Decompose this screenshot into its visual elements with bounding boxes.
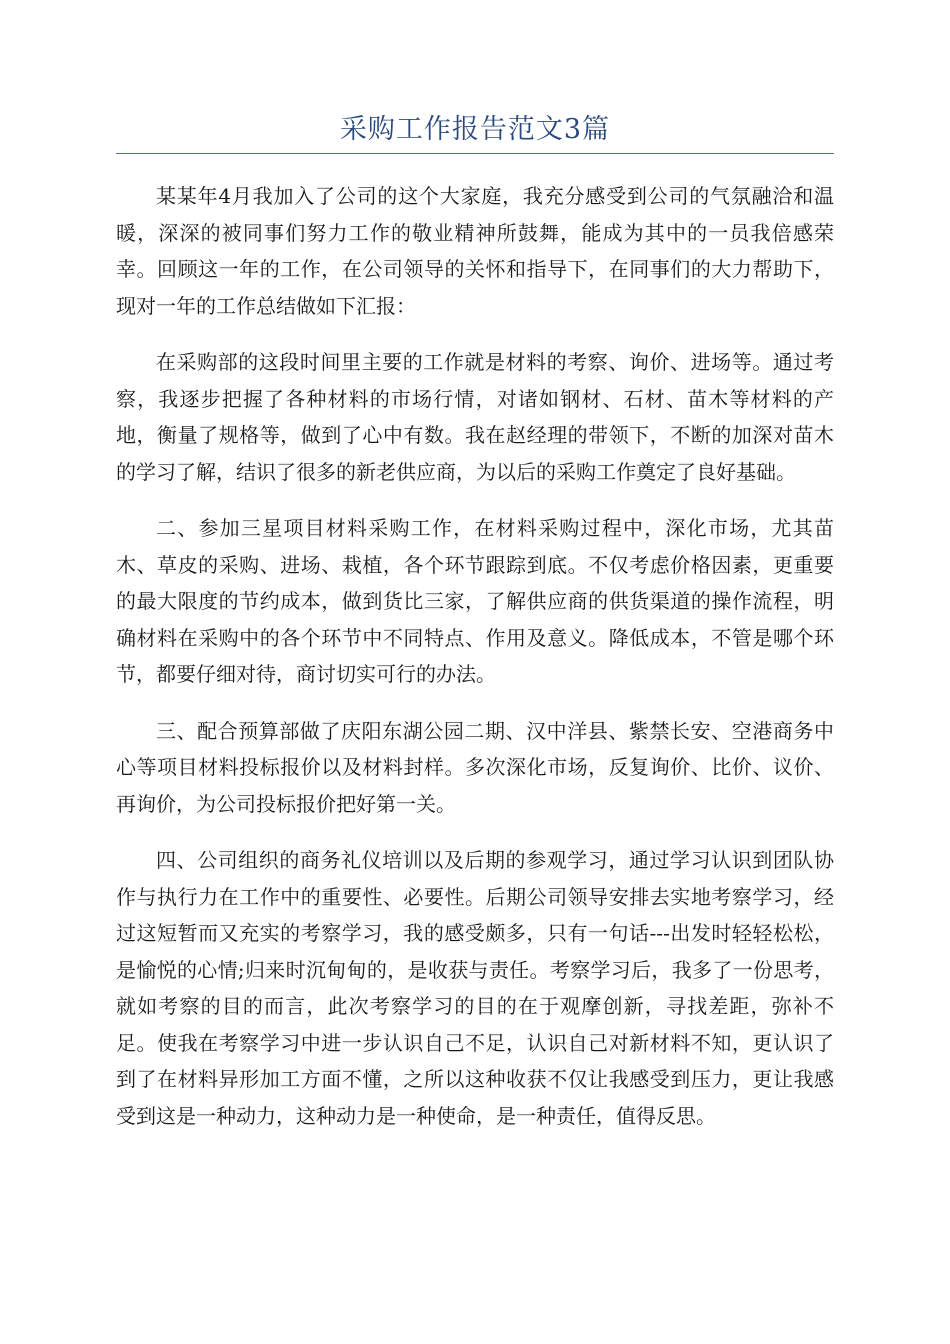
title-underline: [116, 153, 834, 154]
paragraph-section-four: 四、公司组织的商务礼仪培训以及后期的参观学习，通过学习认识到团队协作与执行力在工作中的重要性、必要性。后期公司领导安排去实地考察学习，经过这短暂而又充实的考察学习，我的感受颇多，只有一句话---出发时轻轻松松，是愉悦的心情;归来时沉甸甸的，是收获与责任。考察学习后，我多了一份思考，就如考察的目的而言，此次考察学习的目的在于观摩创新，寻找差距，弥补不足。使我在考察学习中进一步认识自己不足，认识自己对新材料不知，更认识了到了在材料异形加工方面不懂，之所以这种收获不仅让我感受到压力，更让我感受到这是一种动力，这种动力是一种使命，是一种责任，值得反思。: [116, 848, 834, 1128]
document-body: [116, 178, 834, 1154]
document-title: 采购工作报告范文3篇: [339, 114, 611, 145]
paragraph-section-three: 三、配合预算部做了庆阳东湖公园二期、汉中洋县、紫禁长安、空港商务中心等项目材料投标报价以及材料封样。多次深化市场，反复询价、比价、议价、再询价，为公司投标报价把好第一关。: [116, 718, 834, 816]
paragraph-section-two: 二、参加三星项目材料采购工作，在材料采购过程中，深化市场，尤其苗木、草皮的采购、进场、栽植，各个环节跟踪到底。不仅考虑价格因素，更重要的最大限度的节约成本，做到货比三家，了解供应商的供货渠道的操作流程，明确材料在采购中的各个环节中不同特点、作用及意义。降低成本，不管是哪个环节，都要仔细对待，商讨切实可行的办法。: [116, 516, 834, 686]
paragraph-intro: 某某年4月我加入了公司的这个大家庭，我充分感受到公司的气氛融洽和温暖，深深的被同事们努力工作的敬业精神所鼓舞，能成为其中的一员我倍感荣幸。回顾这一年的工作，在公司领导的关怀和指导下，在同事们的大力帮助下，现对一年的工作总结做如下汇报：: [116, 184, 834, 318]
paragraph-purchasing-department: 在采购部的这段时间里主要的工作就是材料的考察、询价、进场等。通过考察，我逐步把握了各种材料的市场行情，对诸如钢材、石材、苗木等材料的产地，衡量了规格等，做到了心中有数。我在赵经理的带领下，不断的加深对苗木的学习了解，结识了很多的新老供应商，为以后的采购工作奠定了良好基础。: [116, 350, 834, 484]
